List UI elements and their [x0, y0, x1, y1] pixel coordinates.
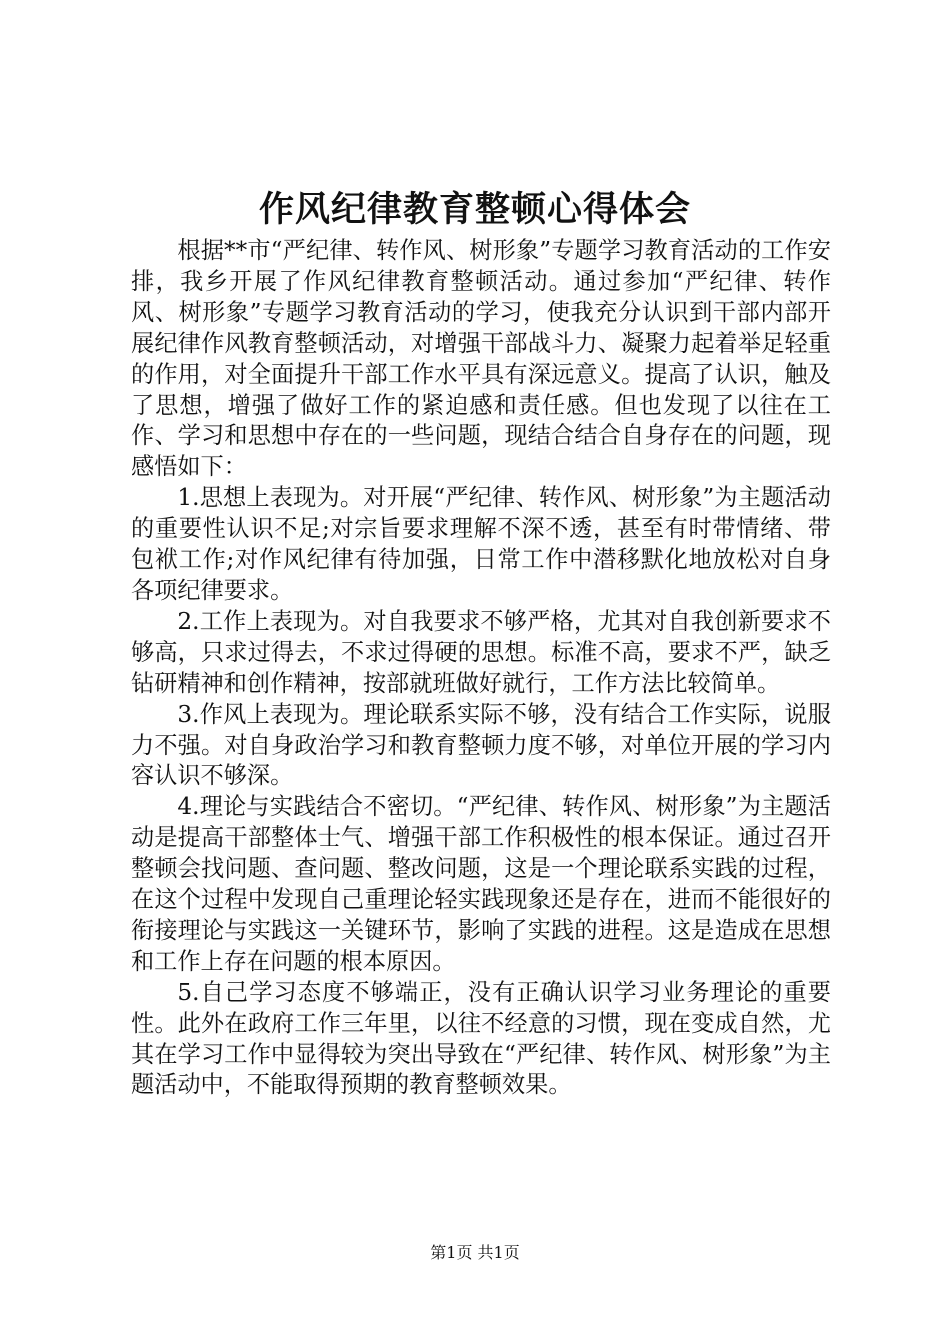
- page-number-footer: 第1页 共1页: [430, 1243, 520, 1262]
- paragraph-item-3: 3.作风上表现为。理论联系实际不够，没有结合工作实际，说服力不强。对自身政治学习和教育整顿力度不够，对单位开展的学习内容认识不够深。: [131, 700, 831, 790]
- paragraph-item-2: 2.工作上表现为。对自我要求不够严格，尤其对自我创新要求不够高，只求过得去，不求过得硬的思想。标准不高，要求不严，缺乏钻研精神和创作精神，按部就班做好就行，工作方法比较简单。: [131, 607, 831, 697]
- paragraph-item-4: 4.理论与实践结合不密切。“严纪律、转作风、树形象”为主题活动是提高干部整体士气、增强干部工作积极性的根本保证。通过召开整顿会找问题、查问题、整改问题，这是一个理论联系实践的过程，在这个过程中发现自己重理论轻实践现象还是存在，进而不能很好的衔接理论与实践这一关键环节，影响了实践的进程。这是造成在思想和工作上存在问题的根本原因。: [131, 793, 831, 975]
- paragraph-item-5: 5.自己学习态度不够端正，没有正确认识学习业务理论的重要性。此外在政府工作三年里，以往不经意的习惯，现在变成自然，尤其在学习工作中显得较为突出导致在“严纪律、转作风、树形象”为主题活动中，不能取得预期的教育整顿效果。: [131, 978, 831, 1099]
- paragraph-intro: 根据**市“严纪律、转作风、树形象”专题学习教育活动的工作安排，我乡开展了作风纪律教育整顿活动。通过参加“严纪律、转作风、树形象”专题学习教育活动的学习，使我充分认识到干部内部开展纪律作风教育整顿活动，对增强干部战斗力、凝聚力起着举足轻重的作用，对全面提升干部工作水平具有深远意义。提高了认识，触及了思想，增强了做好工作的紧迫感和责任感。但也发现了以往在工作、学习和思想中存在的一些问题，现结合结合自身存在的问题，现感悟如下：: [131, 237, 831, 481]
- paragraph-item-1: 1.思想上表现为。对开展“严纪律、转作风、树形象”为主题活动的重要性认识不足;对宗旨要求理解不深不透，甚至有时带情绪、带包袱工作;对作风纪律有待加强，日常工作中潜移默化地放松对自身各项纪律要求。: [131, 484, 831, 604]
- document-title: 作风纪律教育整顿心得体会: [258, 189, 691, 230]
- document-body: [131, 236, 831, 1101]
